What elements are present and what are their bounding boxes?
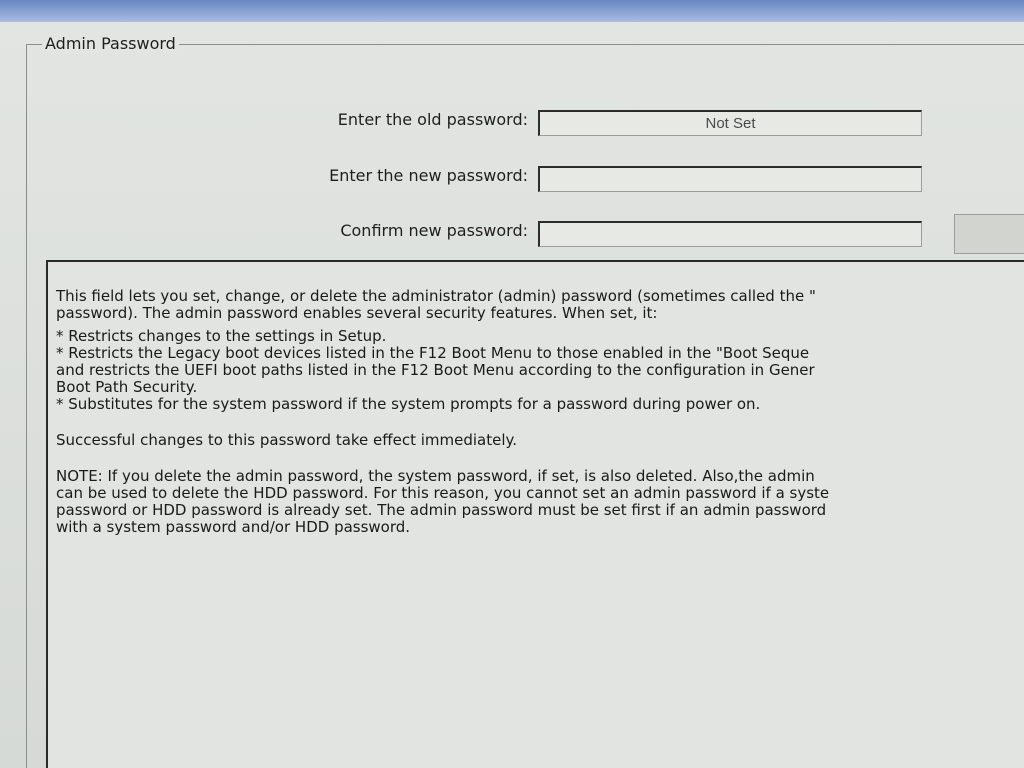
help-note-line: can be used to delete the HDD password. For this reason, you cannot set an admin password if a syste bbox=[56, 484, 830, 502]
help-bullet-continuation: Boot Path Security. bbox=[56, 378, 198, 396]
help-note-line: NOTE: If you delete the admin password, the system password, if set, is also deleted. Also,the admin bbox=[56, 467, 815, 485]
help-text-panel bbox=[46, 260, 1024, 768]
old-password-field[interactable] bbox=[538, 110, 922, 136]
help-bullet: * Restricts changes to the settings in Setup. bbox=[56, 327, 387, 345]
new-password-field[interactable] bbox=[538, 166, 922, 192]
old-password-label: Enter the old password: bbox=[337, 110, 528, 129]
help-intro-line: This field lets you set, change, or delete the administrator (admin) password (sometimes called the " bbox=[56, 287, 816, 305]
help-effect-line: Successful changes to this password take effect immediately. bbox=[56, 431, 518, 449]
section-title: Admin Password bbox=[42, 34, 179, 53]
help-note-line: password or HDD password is already set. The admin password must be set first if an admin password bbox=[56, 501, 827, 519]
fieldset-border-left bbox=[26, 44, 27, 768]
help-bullet: * Substitutes for the system password if the system prompts for a password during power on. bbox=[56, 395, 761, 413]
confirm-password-label: Confirm new password: bbox=[340, 221, 528, 240]
window-title-bar bbox=[0, 0, 1024, 22]
help-bullet: * Restricts the Legacy boot devices listed in the F12 Boot Menu to those enabled in the "Boot Seque bbox=[56, 344, 810, 362]
help-note-line: with a system password and/or HDD password. bbox=[56, 518, 411, 536]
apply-button[interactable] bbox=[954, 214, 1024, 254]
help-intro-line: password). The admin password enables several security features. When set, it: bbox=[56, 304, 658, 322]
confirm-password-field[interactable] bbox=[538, 221, 922, 247]
help-bullet-continuation: and restricts the UEFI boot paths listed in the F12 Boot Menu according to the configuration in Gener bbox=[56, 361, 815, 379]
new-password-label: Enter the new password: bbox=[329, 166, 528, 185]
